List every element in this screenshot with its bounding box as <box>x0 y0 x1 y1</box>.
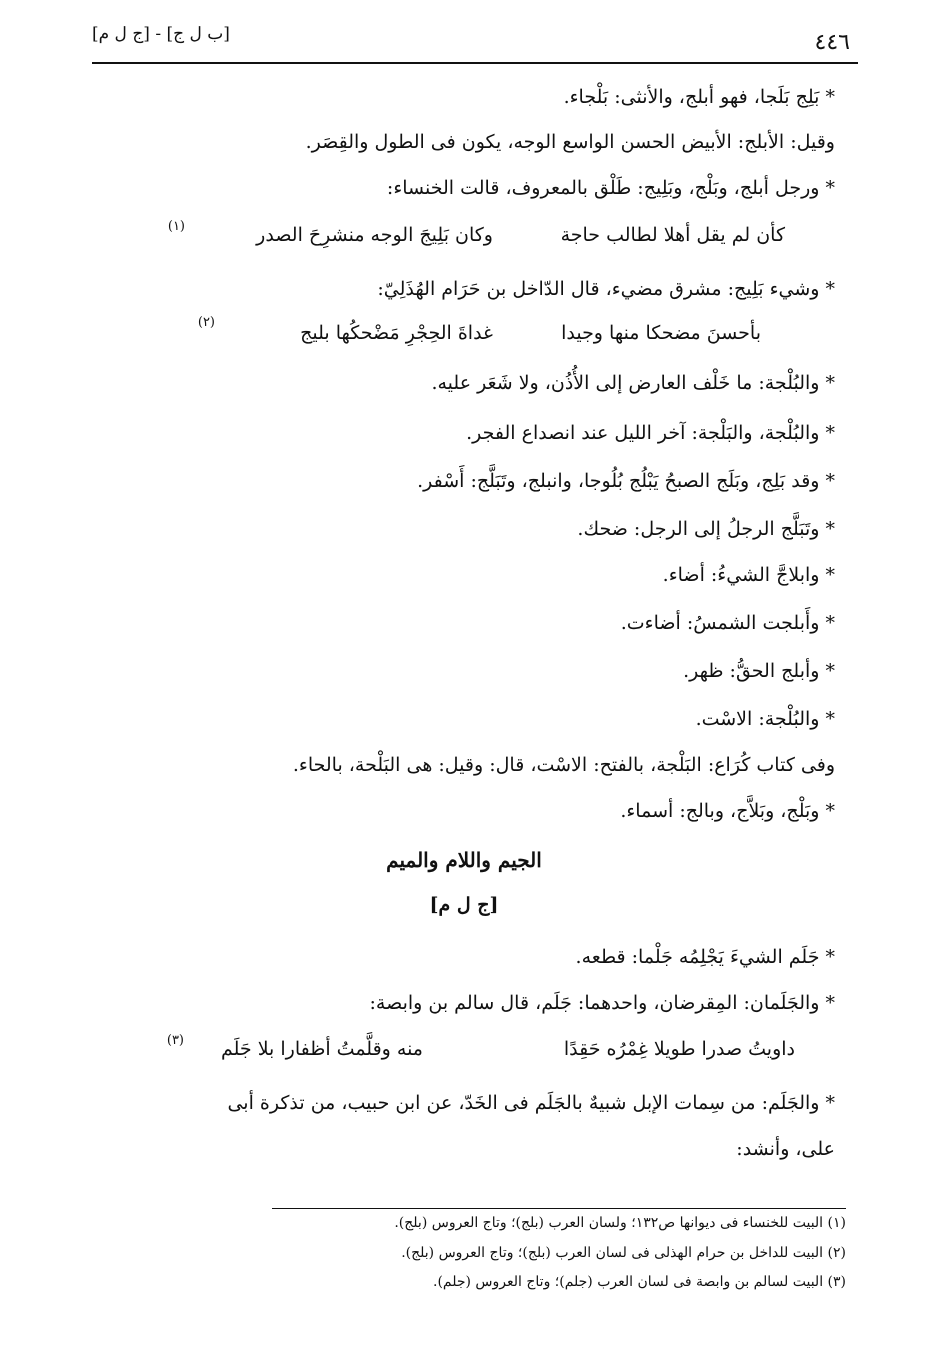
footnote-marker: (٢) <box>197 315 215 330</box>
entry-line: * والجَلَم: من سِمات الإبل شبيهٌ بالجَلَم فى الخَدّ، عن ابن حبيب، من تذكرة أبى <box>227 1092 835 1114</box>
footnote: (٢) البيت للداخل بن حرام الهذلى فى لسان العرب (بلج)؛ وتاج العروس (بلج). <box>401 1245 846 1261</box>
verse-hemistich-second: وكان بَلِيجَ الوجه منشرِحَ الصدر <box>256 224 493 246</box>
entry-line: * وتَبَلَّج الرجلُ إلى الرجل: ضحك. <box>577 518 835 540</box>
entry-line: * والبُلْجة: ما خَلْف العارض إلى الأُذُن، ولا شَعَر عليه. <box>431 372 835 394</box>
footnote-marker: (١) <box>167 219 185 234</box>
section-heading: الجيم واللام والميم <box>386 848 542 872</box>
footnote-marker: (٣) <box>166 1033 184 1048</box>
entry-line: * وشيء بَلِيج: مشرق مضيء، قال الدّاخل بن حَرَام الهُذَلِيّ: <box>377 278 835 300</box>
running-head: [ب ل ج] - [ج ل م] <box>92 24 230 44</box>
root-heading: [ج ل م] <box>429 894 499 916</box>
verse-hemistich-first: داويتُ صدرا طويلا غِمْرُه حَقِدًا <box>563 1038 795 1060</box>
entry-line: * وقد بَلِج، وبَلَج الصبحُ يَبْلُج بُلُوجا، وانبلج، وتَبَلَّج: أَسْفر. <box>417 470 835 492</box>
verse-hemistich-first: كأن لم يقل أهلا لطالب حاجة <box>560 224 785 246</box>
footnote-rule <box>272 1208 846 1209</box>
footnote: (٣) البيت لسالم بن وابصة فى لسان العرب (جلم)؛ وتاج العروس (جلم). <box>433 1274 846 1290</box>
entry-line: * بَلِج بَلَجا، فهو أبلج، والأنثى: بَلْجاء. <box>563 86 835 108</box>
entry-line: * والبُلْجة: الاسْت. <box>695 708 835 730</box>
header-rule <box>92 62 858 64</box>
entry-line: وقيل: الأبلج: الأبيض الحسن الواسع الوجه، يكون فى الطول والقِصَر. <box>305 131 835 153</box>
footnote: (١) البيت للخنساء فى ديوانها ص١٣٢؛ ولسان العرب (بلج)؛ وتاج العروس (بلج). <box>394 1215 846 1231</box>
entry-line: وفى كتاب كُرَاع: البَلْجة، بالفتح: الاسْت، قال: وقيل: هى البَلْحة، بالحاء. <box>292 754 835 776</box>
entry-line: * وبَلْج، وبَلاَّج، وبالج: أسماء. <box>620 800 835 822</box>
verse-hemistich-first: بأحسنَ مضحكا منها وجيدا <box>561 322 761 344</box>
entry-line: * وابلاجَّ الشيءُ: أضاء. <box>662 564 835 586</box>
entry-line: * ورجل أبلج، وبَلْج، وبَلِيج: طَلْق بالمعروف، قالت الخنساء: <box>386 177 835 199</box>
verse-hemistich-second: منه وقلَّمتُ أظفارا بلا جَلَم <box>220 1038 423 1060</box>
entry-line: * والجَلَمان: المِقرضان، واحدهما: جَلَم، قال سالم بن وابصة: <box>369 992 835 1014</box>
entry-line: * جَلَم الشيءَ يَجْلِمُه جَلْما: قطعه. <box>575 946 835 968</box>
page-number: ٤٤٦ <box>814 30 850 55</box>
entry-line: * وأَبلجت الشمسُ: أضاءت. <box>620 612 835 634</box>
verse-hemistich-second: غداةَ الحِجْرِ مَضْحكُها بليج <box>300 322 493 344</box>
entry-line: * والبُلْجة، والبَلْجة: آخر الليل عند انصداع الفجر. <box>466 422 835 444</box>
entry-line: * وأبلج الحقُّ: ظهر. <box>683 660 835 682</box>
page-header <box>86 20 858 64</box>
entry-line: على، وأنشد: <box>736 1138 835 1160</box>
